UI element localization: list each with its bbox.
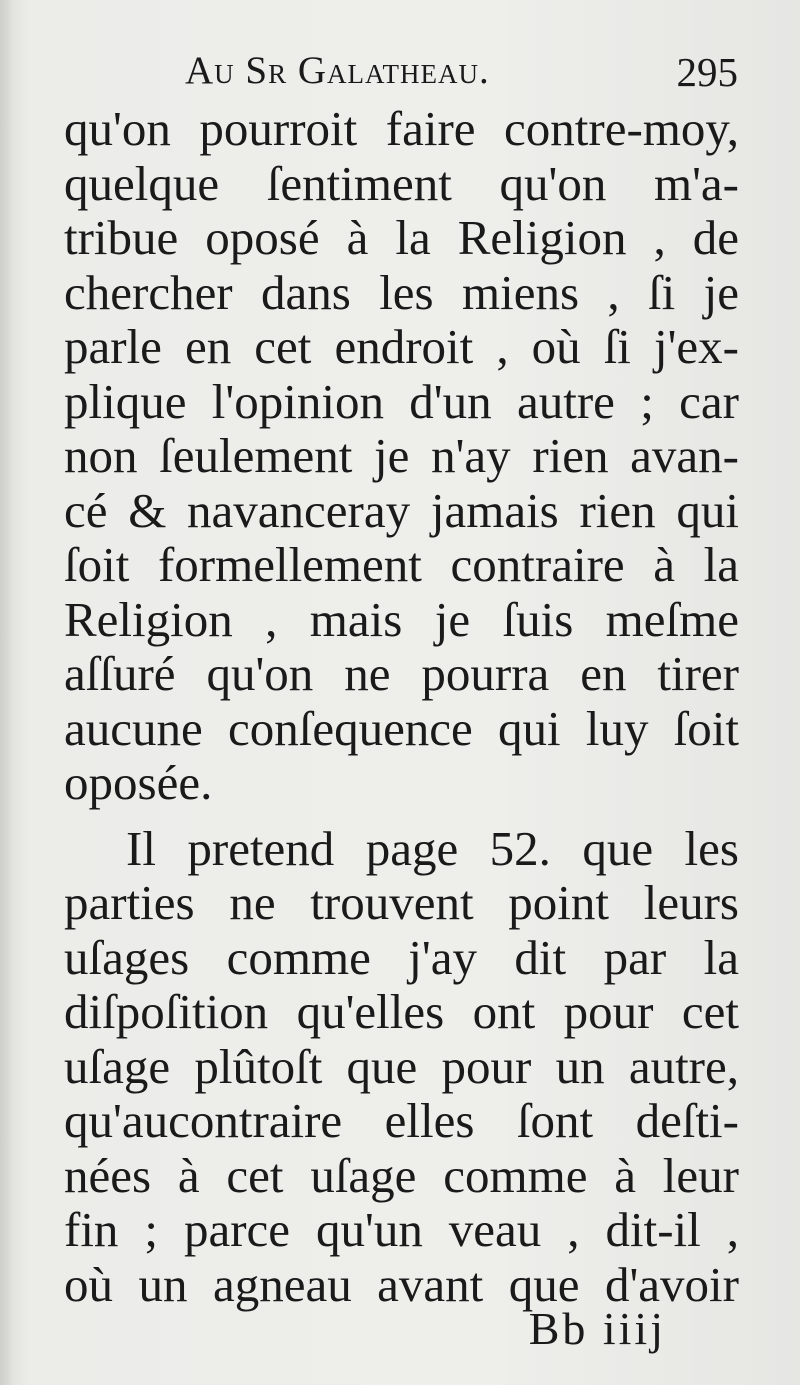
text-line: oposée.	[64, 755, 213, 810]
text-line: non ſeulement je n'ay rien avan-	[64, 428, 739, 483]
text-line: Religion , mais je ſuis meſme	[64, 591, 739, 647]
body-text	[64, 102, 739, 1312]
text-line: uſage plûtoſt que pour un autre,	[64, 1038, 739, 1094]
running-title: Au Sr Galatheau.	[185, 49, 490, 92]
text-line: parle en cet endroit , où ſi j'ex-	[64, 319, 739, 374]
text-line: plique l'opinion d'un autre ; car	[64, 373, 739, 429]
text-line: aſſuré qu'on ne pourra en tirer	[64, 646, 739, 701]
text-line: Il pretend page 52. que les	[126, 820, 739, 876]
signature-mark: Bb iiij	[528, 1303, 666, 1354]
page-number: 295	[676, 49, 738, 95]
text-line: ſoit formellement contraire à la	[64, 537, 739, 592]
text-line: qu'on pourroit faire contre-moy,	[64, 101, 739, 156]
text-line: cé & navanceray jamais rien qui	[64, 482, 739, 538]
text-line: aucune conſequence qui luy ſoit	[64, 700, 739, 756]
text-line: uſages comme j'ay dit par la	[64, 929, 739, 985]
text-line: tribue oposé à la Religion , de	[64, 210, 739, 265]
text-line: quelque ſentiment qu'on m'a-	[64, 155, 739, 211]
paragraph-2	[64, 822, 739, 1313]
text-line: chercher dans les miens , ſi je	[64, 264, 739, 320]
text-line: où un agneau avant que d'avoir	[64, 1256, 739, 1312]
paragraph-gap	[64, 811, 739, 822]
paragraph-1	[64, 102, 739, 811]
text-line: nées à cet uſage comme à leur	[64, 1147, 739, 1203]
page-gutter-shadow	[0, 0, 14, 1385]
text-line: fin ; parce qu'un veau , dit-il ,	[64, 1202, 739, 1257]
text-line: diſpoſition qu'elles ont pour cet	[64, 984, 739, 1039]
page-header	[185, 48, 738, 98]
text-line: qu'aucontraire elles ſont deſti-	[64, 1093, 739, 1148]
text-line: parties ne trouvent point leurs	[64, 875, 739, 930]
